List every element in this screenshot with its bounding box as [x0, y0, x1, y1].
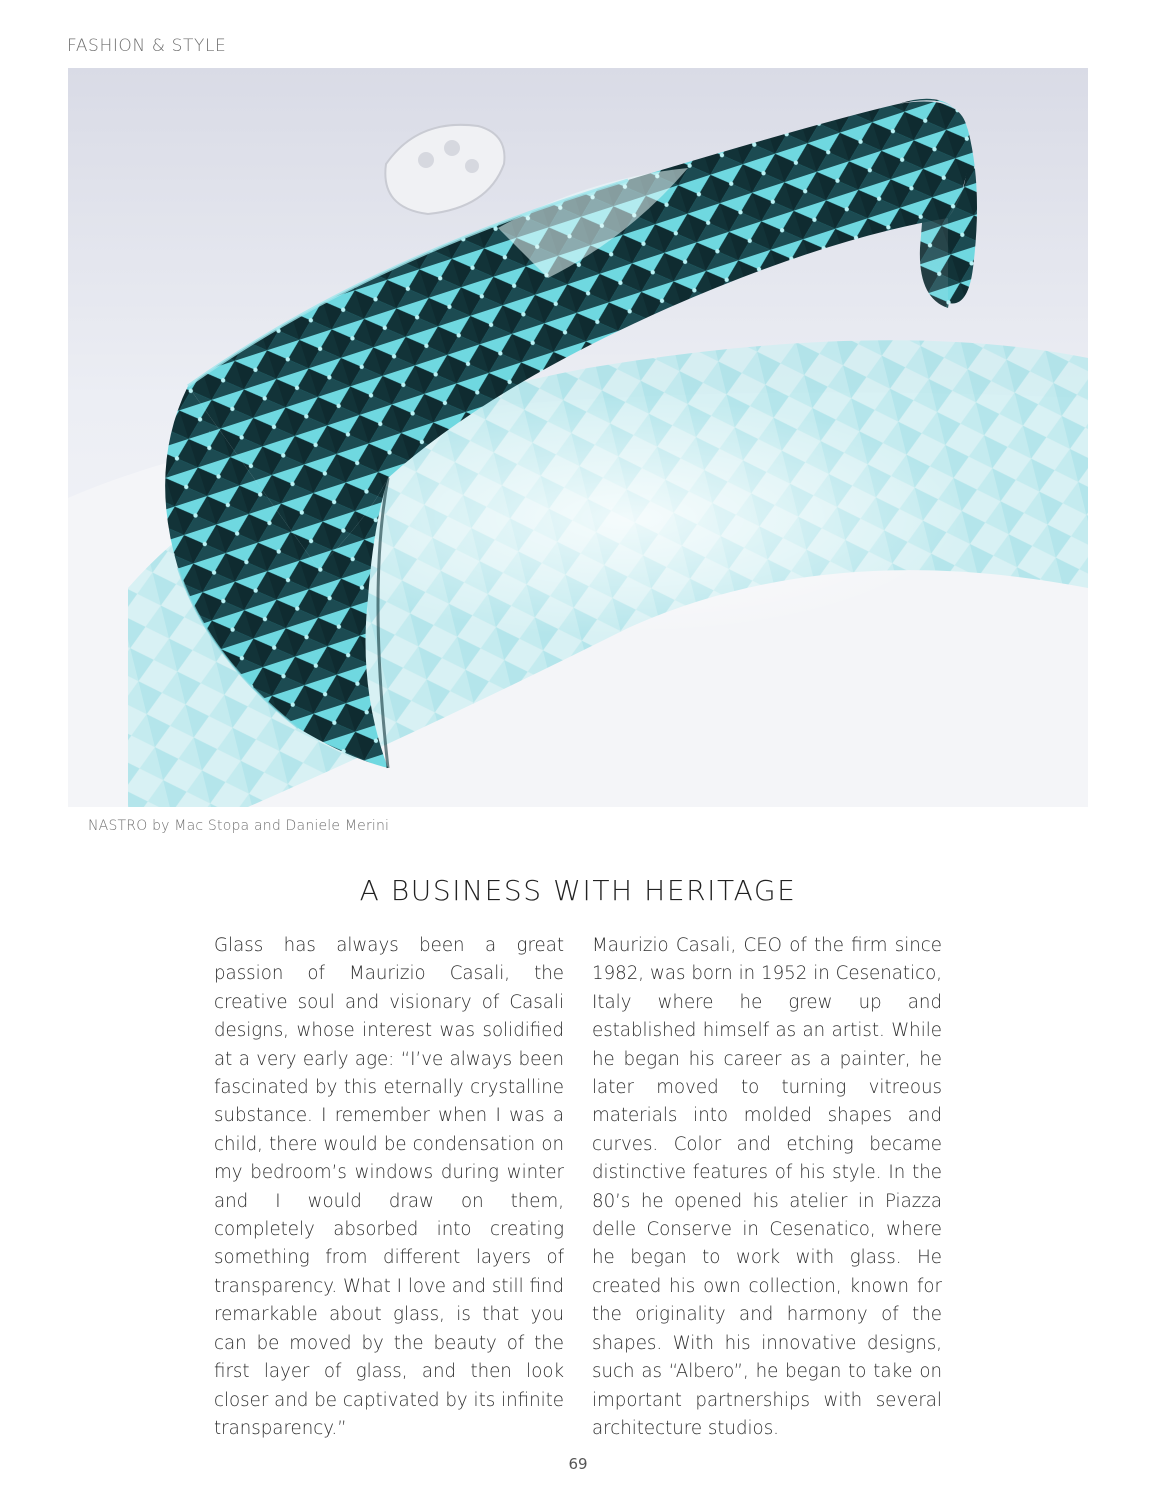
article-column-left: Glass has always been a great passion of Maurizio Casali, the creative soul and visionary of Casali designs, whose interest was solidified at a very early age: “I’ve always been fascinated by this eternally crystalline substance. I remember when I was a child, there would be condensation on my bedroom’s windows during winter and I would draw on them, completely absorbed into creating something from different layers of transparency. What I love and still find remarkable about glass, is that you can be moved by the beauty of the first layer of glass, and then look closer and be captivated by its infinite transparency.” — [214, 935, 564, 1439]
hero-image — [68, 68, 1088, 807]
section-label: FASHION & STYLE — [67, 36, 227, 56]
page-number: 69 — [568, 1455, 588, 1473]
image-caption: NASTRO by Mac Stopa and Daniele Merini — [88, 818, 390, 834]
article-headline: A BUSINESS WITH HERITAGE — [359, 874, 797, 907]
article-column-right: Maurizio Casali, CEO of the firm since 1982, was born in 1952 in Cesenatico, Italy where he grew up and established himself as an artist. While he began his career as a painter, he later moved to turning vitreous materials into molded shapes and curves. Color and etching became distinctive features of his style. In the 80’s he opened his atelier in Piazza delle Conserve in Cesenatico, where he began to work with glass. He created his own collection, known for the originality and harmony of the shapes. With his innovative designs, such as “Albero”, he began to take on important partnerships with several architecture studios. — [592, 935, 942, 1439]
nastro-bench-illustration — [68, 68, 1088, 807]
